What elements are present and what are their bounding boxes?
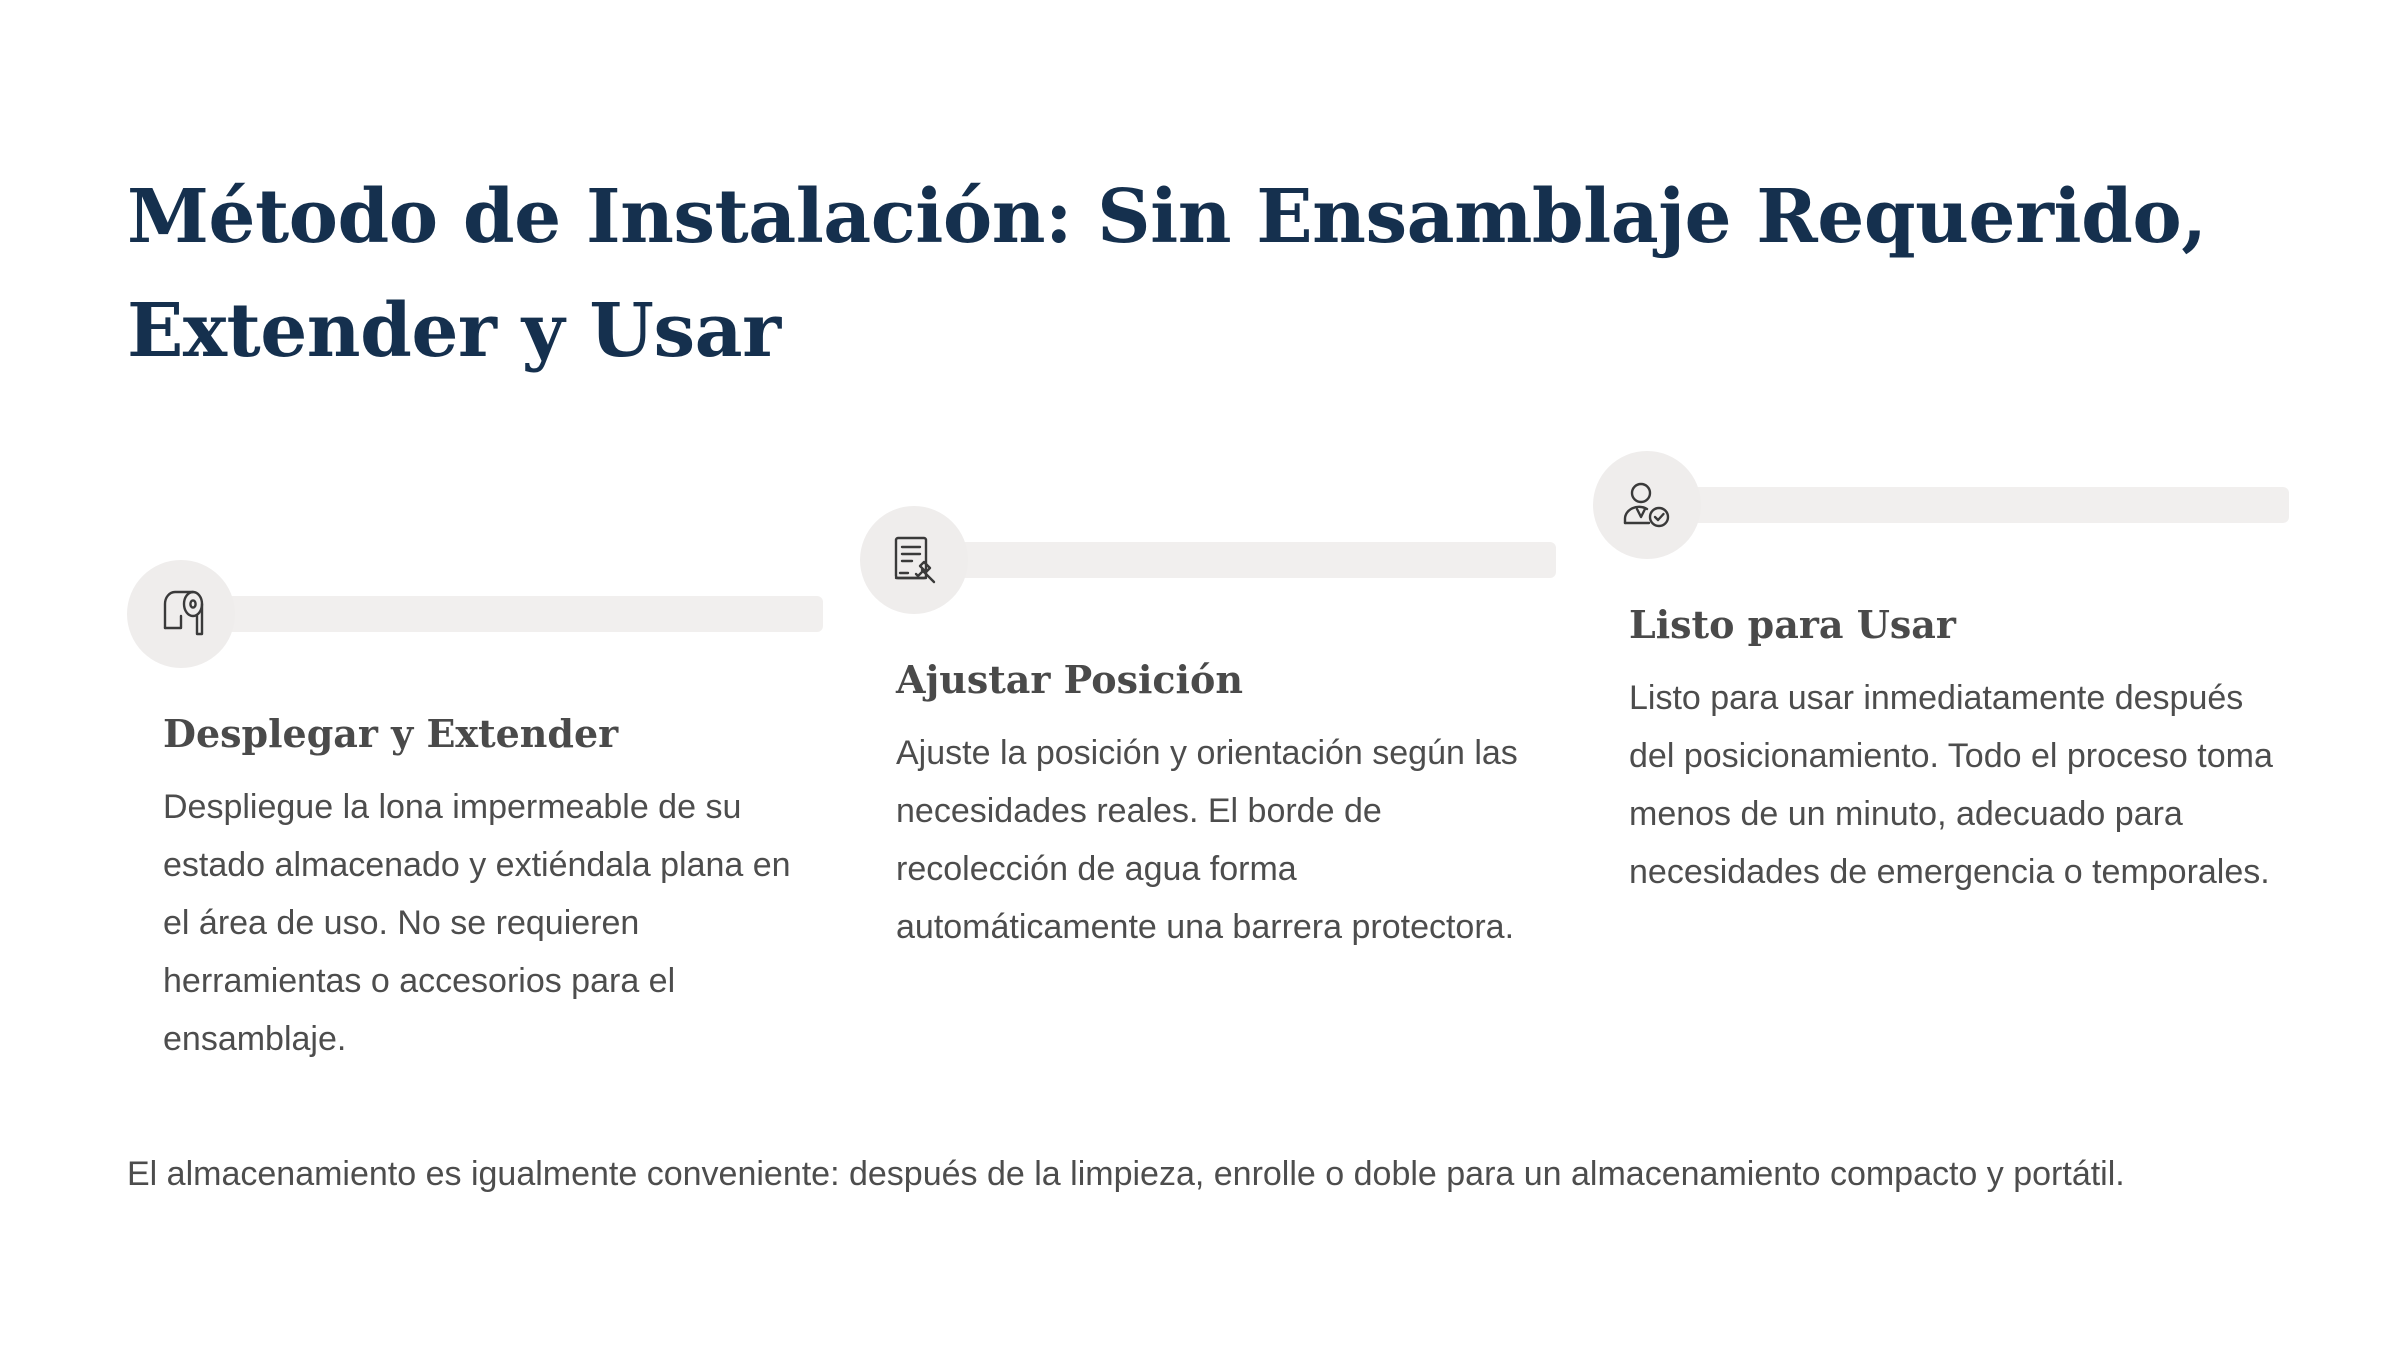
page-title: Método de Instalación: Sin Ensamblaje Requerido, Extender y Usar [127,174,2207,374]
document-edit-icon [884,530,944,590]
toilet-paper-roll-icon [151,584,211,644]
step-description: Listo para usar inmediatamente después del posicionamiento. Todo el proceso toma menos de un minuto, adecuado para necesidades de emergencia o temporales. [1629,679,2273,891]
step-description: Ajuste la posición y orientación según las necesidades reales. El borde de recolección de agua forma automáticamente una barrera protectora. [896,734,1518,946]
storage-note: El almacenamiento es igualmente conveniente: después de la limpieza, enrolle o doble para un almacenamiento compacto y portátil. [127,1155,2125,1193]
user-check-icon [1617,475,1677,535]
step-title: Desplegar y Extender [163,711,619,756]
step-progress-track [940,542,1556,578]
step-icon-badge [860,506,968,614]
step-icon-badge [1593,451,1701,559]
step-progress-track [207,596,823,632]
step-progress-track [1673,487,2289,523]
step-description: Despliegue la lona impermeable de su estado almacenado y extiéndala plana en el área de uso. No se requieren herramientas o accesorios para el ensamblaje. [163,788,791,1058]
step-title: Ajustar Posición [896,657,1243,702]
step-icon-badge [127,560,235,668]
step-title: Listo para Usar [1629,602,1956,647]
